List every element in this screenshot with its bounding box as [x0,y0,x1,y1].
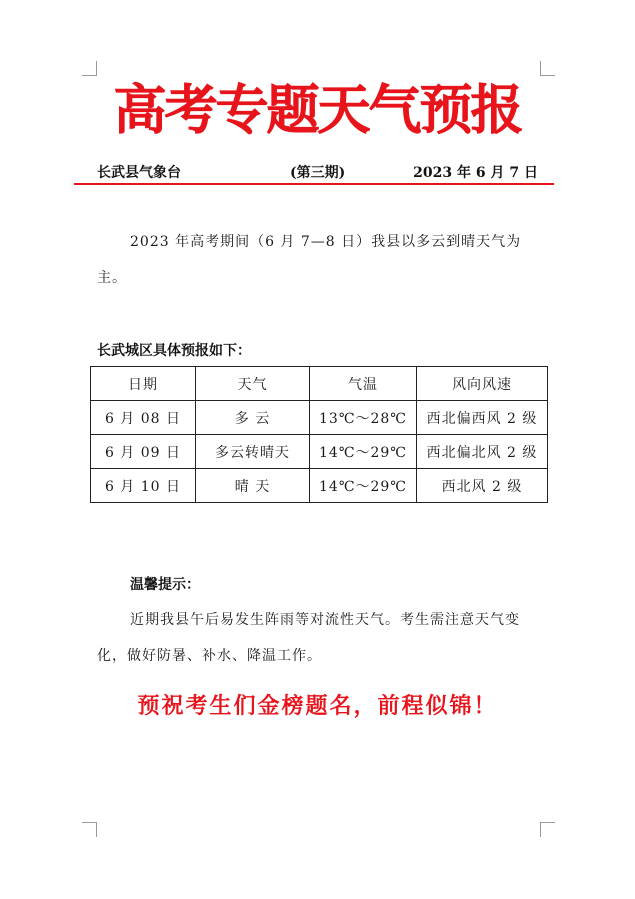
cell-temperature: 14℃～29℃ [310,435,417,469]
header-divider [74,183,554,185]
tips-paragraph: 近期我县午后易发生阵雨等对流性天气。考生需注意天气变化，做好防暑、补水、降温工作。 [97,612,520,664]
crop-mark-bottom-left [82,822,97,837]
column-header-wind: 风向风速 [417,367,548,401]
crop-mark-top-right [540,61,555,76]
tips-heading: 温馨提示： [130,577,200,593]
document-title: 高考专题天气预报 [113,80,522,141]
cell-weather: 晴 天 [196,469,310,503]
table-row [91,469,548,503]
station-name: 长武县气象台 [97,165,181,181]
cell-weather: 多云转晴天 [196,435,310,469]
forecast-heading: 长武城区具体预报如下： [97,343,251,359]
cell-date: 6 月 09 日 [91,435,196,469]
blessing-text: 预祝考生们金榜题名，前程似锦！ [137,693,498,719]
column-header-weather: 天气 [196,367,310,401]
issue-number: (第三期) [290,165,346,181]
cell-wind: 西北偏北风 2 级 [417,435,548,469]
table-row [91,435,548,469]
intro-paragraph: 2023 年高考期间（6 月 7—8 日）我县以多云到晴天气为主。 [97,234,522,286]
crop-mark-top-left [82,61,97,76]
issue-date: 2023 年 6 月 7 日 [413,165,538,181]
cell-wind: 西北风 2 级 [417,469,548,503]
cell-weather: 多 云 [196,401,310,435]
cell-temperature: 14℃～29℃ [310,469,417,503]
cell-temperature: 13℃～28℃ [310,401,417,435]
crop-mark-bottom-right [540,822,555,837]
column-header-date: 日期 [91,367,196,401]
cell-date: 6 月 08 日 [91,401,196,435]
table-header-row [91,367,548,401]
table-row [91,401,548,435]
cell-date: 6 月 10 日 [91,469,196,503]
cell-wind: 西北偏西风 2 级 [417,401,548,435]
issue-header [97,162,540,184]
forecast-table [90,366,548,503]
column-header-temperature: 气温 [310,367,417,401]
